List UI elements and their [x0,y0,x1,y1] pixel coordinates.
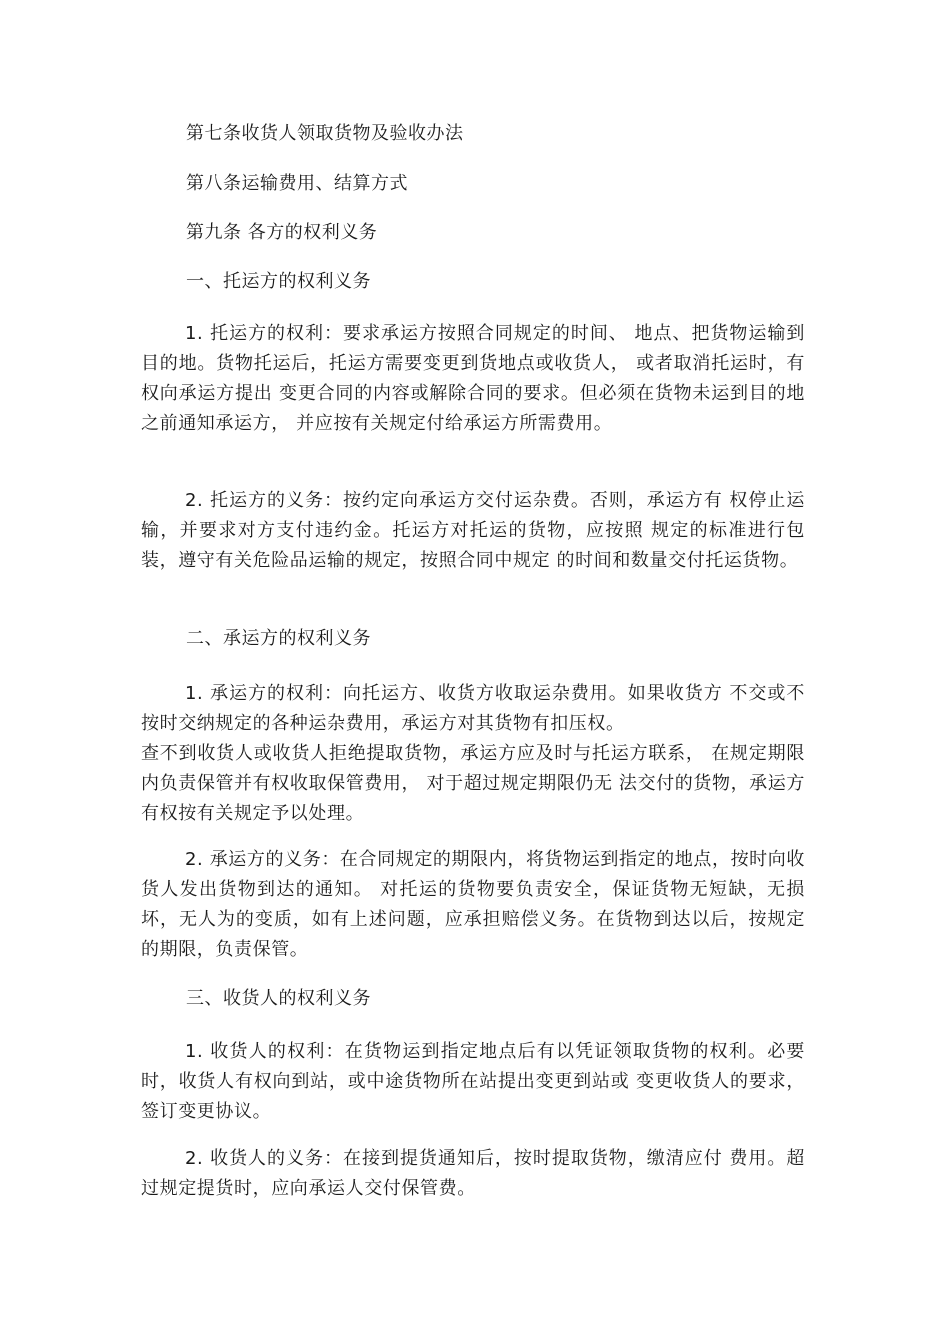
consignee-rights-paragraph: 1. 收货人的权利：在货物运到指定地点后有以凭证领取货物的权利。必要时，收货人有权向到站，或中途货物所在站提出变更到站或 变更收货人的要求，签订变更协议。 [141,1041,805,1122]
section-3-title: 三、收货人的权利义务 [186,988,371,1009]
section-2-title: 二、承运方的权利义务 [186,628,371,649]
article-7-heading: 第七条收货人领取货物及验收办法 [186,123,464,144]
carrier-rights-paragraph: 1. 承运方的权利：向托运方、收货方收取运杂费用。如果收货方 不交或不按时交纳规定的各种运杂费用，承运方对其货物有扣压权。 [141,683,805,734]
shipper-obligations-paragraph: 2. 托运方的义务：按约定向承运方交付运杂费。否则，承运方有 权停止运输，并要求对方支付违约金。托运方对托运的货物，应按照 规定的标准进行包装，遵守有关危险品运输的规定，按照合同中规定 的时间和数量交付托运货物。 [141,490,805,571]
section-1-title: 一、托运方的权利义务 [186,271,371,292]
shipper-rights-paragraph: 1. 托运方的权利：要求承运方按照合同规定的时间、 地点、把货物运输到目的地。货物托运后，托运方需要变更到货地点或收货人， 或者取消托运时，有权向承运方提出 变更合同的内容或解除合同的要求。但必须在货物未运到目的地之前通知承运方， 并应按有关规定付给承运方所需费用。 [141,323,805,434]
article-9-heading: 第九条 各方的权利义务 [186,222,378,243]
carrier-rights-continuation: 查不到收货人或收货人拒绝提取货物，承运方应及时与托运方联系， 在规定期限内负责保管并有权收取保管费用， 对于超过规定期限仍无 法交付的货物，承运方有权按有关规定予以处理。 [141,743,805,824]
carrier-obligations-paragraph: 2. 承运方的义务：在合同规定的期限内，将货物运到指定的地点，按时向收货人发出货物到达的通知。 对托运的货物要负责安全，保证货物无短缺，无损坏，无人为的变质，如有上述问题，应承担赔偿义务。在货物到达以后，按规定的期限，负责保管。 [141,849,805,960]
consignee-obligations-paragraph: 2. 收货人的义务：在接到提货通知后，按时提取货物，缴清应付 费用。超过规定提货时，应向承运人交付保管费。 [141,1148,805,1199]
article-8-heading: 第八条运输费用、结算方式 [186,173,408,194]
